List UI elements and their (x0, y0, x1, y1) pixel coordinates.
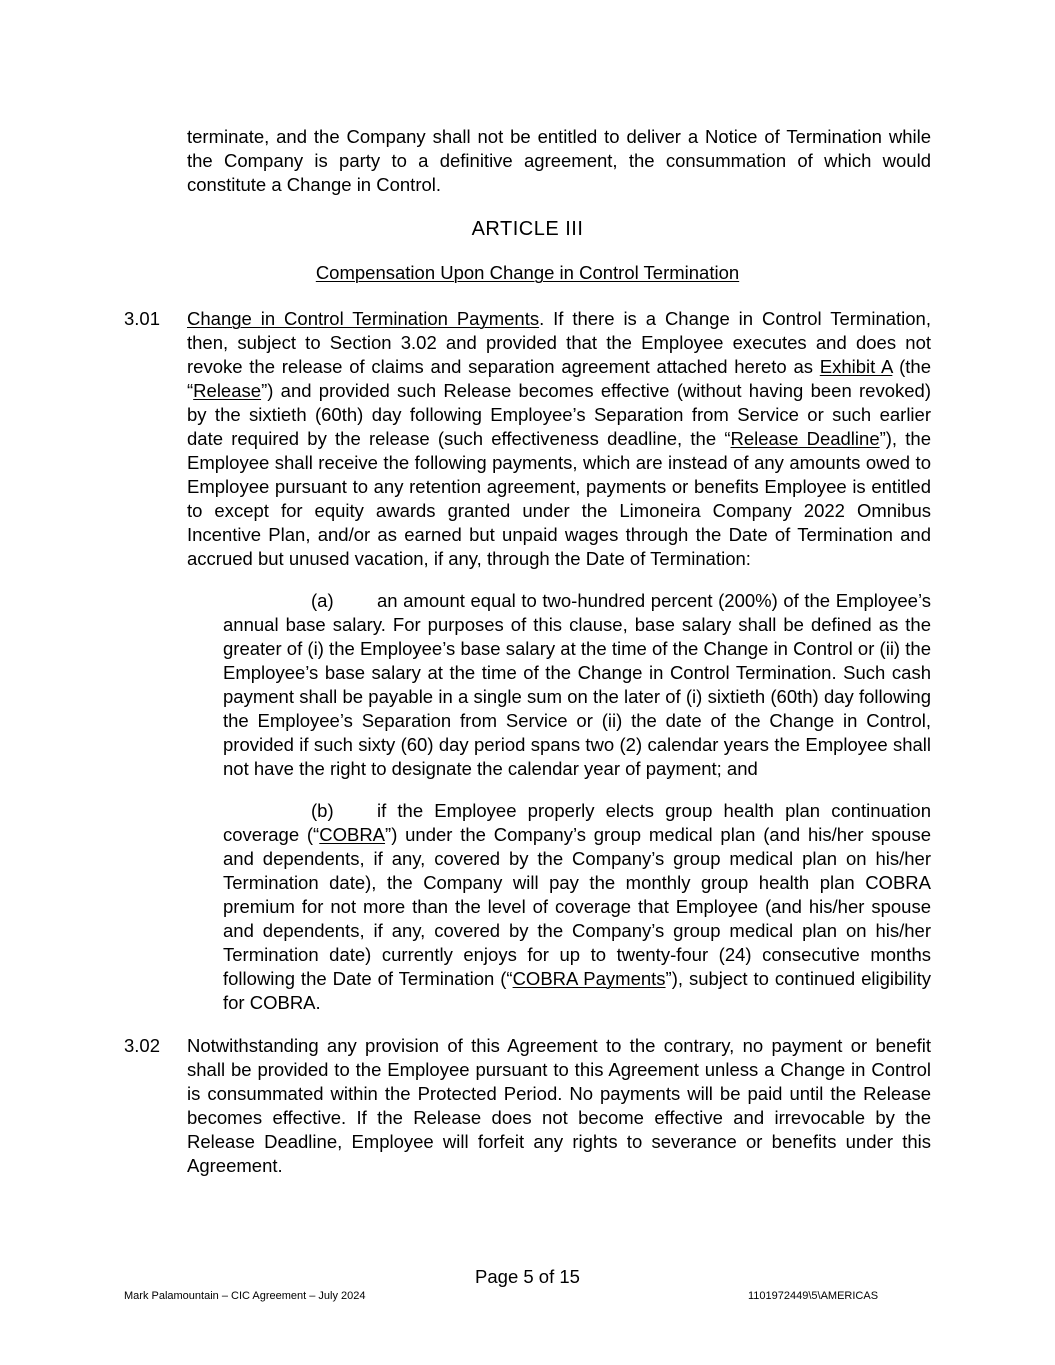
release-defined-term: Release (193, 380, 262, 401)
section-3-01-text-3: ”) and provided such Release becomes effective (without having been revoked) by the sixtieth (60th) day following Employee’s Separation from Service or such earlier date required by the release (such effectiveness deadline, the “ (187, 380, 931, 449)
clause-a-paragraph (223, 589, 931, 781)
section-number-3-01: 3.01 (124, 308, 161, 329)
clause-a-label: (a) (311, 590, 334, 611)
cobra-defined-term: COBRA (319, 824, 386, 845)
clause-a-text: an amount equal to two-hundred percent (200%) of the Employee’s annual base salary. For purposes of this clause, base salary shall be defined as the greater of (i) the Employee’s base salary at the time of the Change in Control or (ii) the Employee’s base salary at the time of the Change in Control Termination. Such cash payment shall be payable in a single sum on the later of (i) sixtieth (60th) day following the Employee’s Separation from Service or (ii) the date of the Change in Control, provided if such sixty (60) day period spans two (2) calendar years the Employee shall not have the right to designate the calendar year of payment; and (223, 590, 931, 779)
page-number: Page 5 of 15 (475, 1266, 580, 1287)
footer-document-title: Mark Palamountain – CIC Agreement – July 2024 (124, 1290, 366, 1302)
intro-paragraph: terminate, and the Company shall not be entitled to deliver a Notice of Termination while the Company is party to a definitive agreement, the consummation of which would constitute a Change in Control. (187, 126, 931, 195)
article-title: ARTICLE III (471, 218, 584, 240)
article-heading-text: Compensation Upon Change in Control Termination (315, 262, 740, 283)
exhibit-a-reference: Exhibit A (819, 356, 893, 377)
section-3-02-paragraph: Notwithstanding any provision of this Agreement to the contrary, no payment or benefit shall be provided to the Employee pursuant to this Agreement unless a Change in Control is consummated within the Protected Period. No payments will be paid until the Release becomes effective. If the Release does not become effective and irrevocable by the Release Deadline, Employee will forfeit any rights to severance or benefits under this Agreement. (187, 1035, 931, 1176)
clause-b-text-3: ”), subject to continued eligibility for COBRA. (223, 968, 931, 1013)
clause-b-label: (b) (311, 800, 334, 821)
section-3-01-text-2: (the “ (187, 356, 931, 401)
cobra-payments-defined-term: COBRA Payments (512, 968, 666, 989)
footer-document-id: 1101972449\5\AMERICAS (748, 1290, 879, 1302)
section-3-01-paragraph (187, 307, 931, 571)
section-number-3-02: 3.02 (124, 1035, 161, 1056)
section-3-01-text-4: ”), the Employee shall receive the following payments, which are instead of any amounts owed to Employee pursuant to any retention agreement, payments or benefits Employee is entitled to except for equity awards granted under the Limoneira Company 2022 Omnibus Incentive Plan, and/or as earned but unpaid wages through the Date of Termination and accrued but unused vacation, if any, through the Date of Termination: (187, 428, 931, 569)
clause-b-text-1: if the Employee properly elects group health plan continuation coverage (“ (223, 800, 931, 845)
clause-b-paragraph (223, 799, 931, 1015)
article-heading (124, 261, 931, 285)
release-deadline-defined-term: Release Deadline (730, 428, 880, 449)
section-3-01-heading: Change in Control Termination Payments (187, 308, 540, 329)
section-3-01-text-1: . If there is a Change in Control Termination, then, subject to Section 3.02 and provided that the Employee executes and does not revoke the release of claims and separation agreement attached hereto as (187, 308, 931, 377)
clause-b-text-2: ”) under the Company’s group medical plan (and his/her spouse and dependents, if any, covered by the Company’s group medical plan on his/her Termination date), the Company will pay the monthly group health plan COBRA premium for not more than the level of coverage that Employee (and his/her spouse and dependents, if any, covered by the Company’s group medical plan on his/her Termination date) currently enjoys for up to twenty-four (24) consecutive months following the Date of Termination (“ (223, 824, 931, 989)
